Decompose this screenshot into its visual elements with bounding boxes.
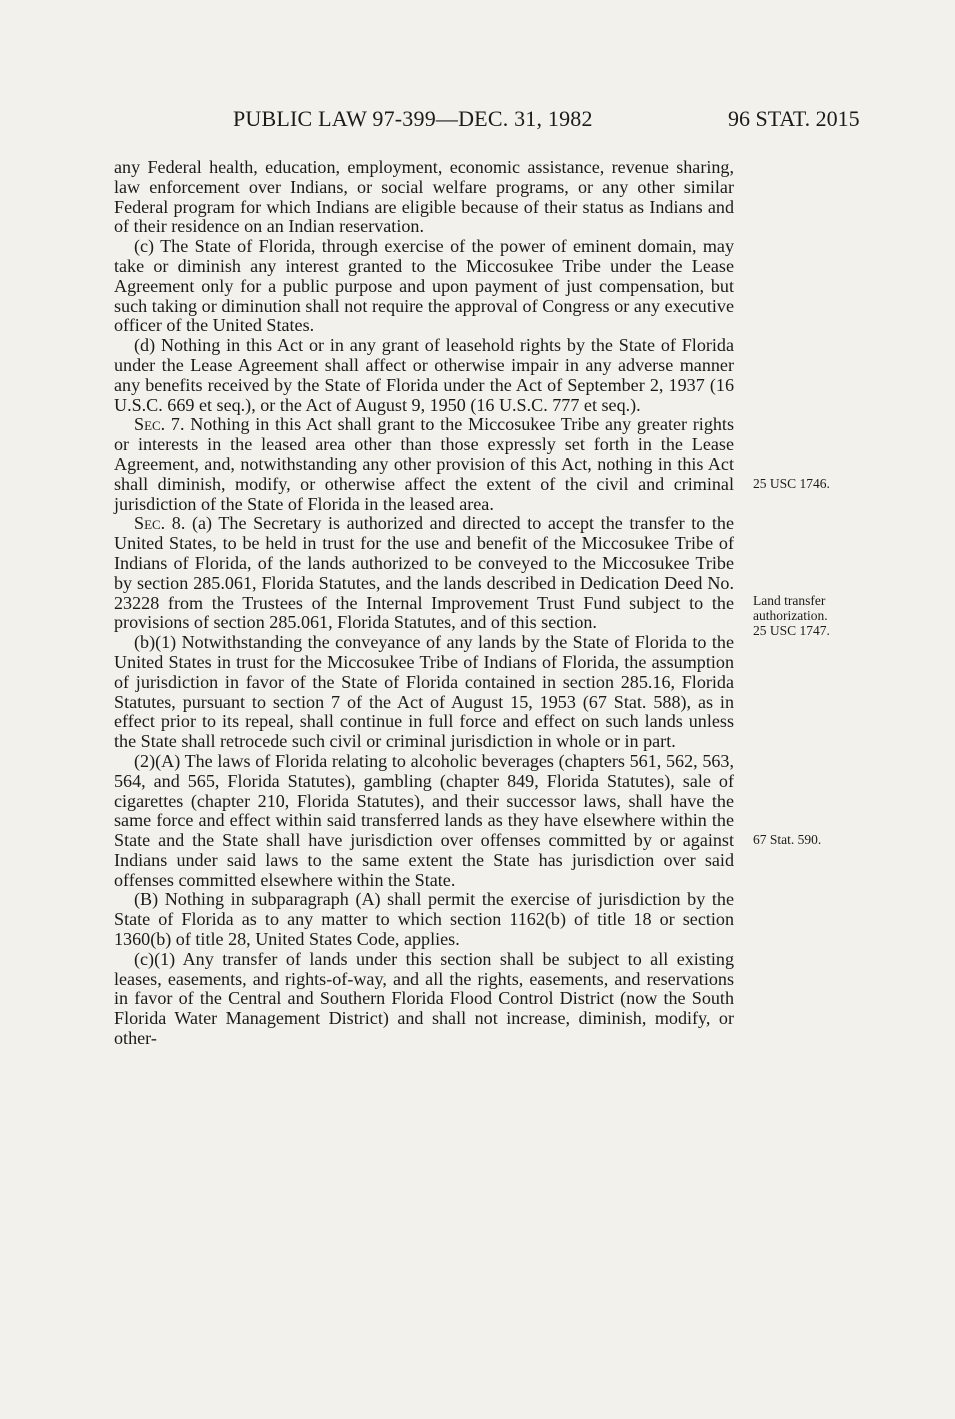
margin-note-stat: 67 Stat. 590. <box>753 832 822 847</box>
section-text: (a) The Secretary is authorized and directed to accept the transfer to the United States, to be held in trust for the use and benefit of the Miccosukee Tribe of Indians of Florida, of the lands authorized to be conveyed to the Miccosukee Tribe by section 285.061, Florida Statutes, and the lands described in Dedication Deed No. 23228 from the Trustees of the Internal Improvement Trust Fund subject to the provisions of section 285.061, Florida Statutes, and of this section. <box>114 513 734 633</box>
header-stat-page: 96 STAT. 2015 <box>728 106 860 131</box>
margin-note-citation: 25 USC 1746. <box>753 476 830 491</box>
paragraph: (B) Nothing in subparagraph (A) shall permit the exercise of jurisdiction by the State of Florida as to any matter to which section 1162(b) of title 18 or section 1360(b) of title 28, United States Code, applies. <box>114 889 734 950</box>
section-label: Sec. 7. <box>134 414 185 435</box>
section-label: Sec. 8. <box>134 513 186 534</box>
paragraph: (2)(A) The laws of Florida relating to alcoholic beverages (chapters 561, 562, 563, 564, and 565, Florida Statutes), gambling (chapter 849, Florida Statutes), sale of cigarettes (chapter 210, Florida Statutes), and their successor laws, shall have the same force and effect within said transferred lands as they have elsewhere within the State and the State shall have jurisdiction over offenses committed by or against Indians under said laws to the same extent the State has jurisdiction over said offenses committed elsewhere within the State. <box>114 750 734 890</box>
paragraph: (c)(1) Any transfer of lands under this section shall be subject to all existing leases, easements, and rights-of-way, and all the rights, easements, and reservations in favor of the Central and Southern Florida Flood Control District (now the South Florida Water Management District) and shall not increase, diminish, modify, or other- <box>114 948 734 1049</box>
header-law-title: PUBLIC LAW 97-399—DEC. 31, 1982 <box>233 106 593 131</box>
body-text <box>114 158 734 1049</box>
section-8-paragraph <box>114 514 734 633</box>
paragraph: (d) Nothing in this Act or in any grant of leasehold rights by the State of Florida under the Lease Agreement shall affect or otherwise impair in any adverse manner any benefits received by the State of Florida under the Act of September 2, 1937 (16 U.S.C. 669 et seq.), or the Act of August 9, 1950 (16 U.S.C. 777 et seq.). <box>114 335 734 415</box>
margin-note-line: authorization. <box>753 608 828 623</box>
margin-note-land-transfer <box>753 593 830 638</box>
margin-note-line: 25 USC 1747. <box>753 623 830 638</box>
paragraph: any Federal health, education, employment, economic assistance, revenue sharing, law enforcement over Indians, or social welfare programs, or any other similar Federal program for which Indians are eligible because of their status as Indians and of their residence on an Indian reservation. <box>114 157 734 237</box>
margin-note-line: Land transfer <box>753 593 826 608</box>
section-text: Nothing in this Act shall grant to the Miccosukee Tribe any greater rights or interests in the leased area other than those expressly set forth in the Lease Agreement, and, notwithstanding any other provision of this Act, nothing in this Act shall diminish, modify, or otherwise affect the extent of the civil and criminal jurisdiction of the State of Florida in the leased area. <box>114 414 734 514</box>
paragraph: (c) The State of Florida, through exercise of the power of eminent domain, may take or diminish any interest granted to the Miccosukee Tribe under the Lease Agreement only for a public purpose and upon payment of just compensation, but such taking or diminution shall not require the approval of Congress or any executive officer of the United States. <box>114 236 734 336</box>
section-7-paragraph <box>114 415 734 514</box>
paragraph: (b)(1) Notwithstanding the conveyance of any lands by the State of Florida to the United States in trust for the Miccosukee Tribe of Indians of Florida, the assumption of jurisdiction in favor of the State of Florida contained in section 285.16, Florida Statutes, pursuant to section 7 of the Act of August 15, 1953 (67 Stat. 588), as in effect prior to its repeal, shall continue in full force and effect on such lands unless the State shall retrocede such civil or criminal jurisdiction in whole or in part. <box>114 632 734 752</box>
